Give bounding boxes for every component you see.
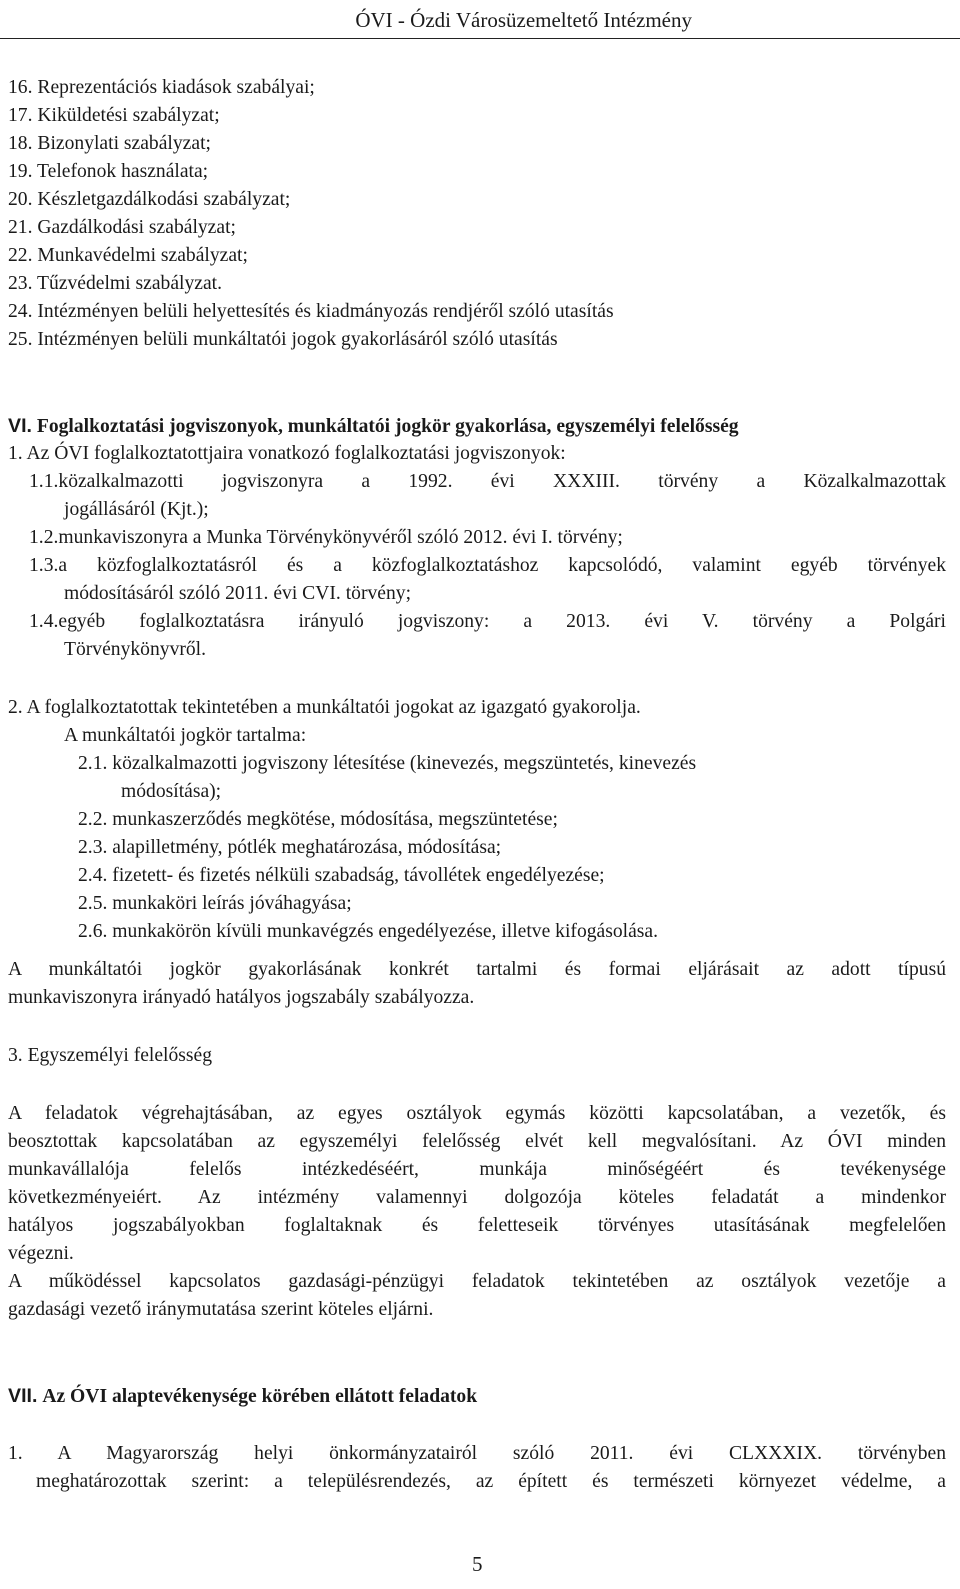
paragraph-b-line-6: végezni. [8,1243,74,1264]
item-2-1-cont: módosítása); [121,781,222,802]
paragraph-b-line-3: munkavállalója felelős intézkedéséért, munkája minőségéért és tevékenysége [8,1159,946,1180]
paragraph-b-line-4: következményeiért. Az intézmény valamennyi dolgozója köteles feladatát a mindenkor [8,1187,946,1208]
section-vii-item-1: 1. A Magyarország helyi önkormányzatairól szóló 2011. évi CLXXXIX. törvényben [8,1443,946,1464]
item-2-6: 2.6. munkakörön kívüli munkavégzés engedélyezése, illetve kifogásolása. [78,921,659,942]
header-title: ÓVI - Ózdi Városüzemeltető Intézmény [355,8,692,32]
list-item: 23. Tűzvédelmi szabályzat. [8,273,223,294]
section-title: Foglalkoztatási jogviszonyok, munkáltatói jogkör gyakorlása, egyszemélyi felelősség [36,416,739,437]
paragraph-2: 2. A foglalkoztatottak tekintetében a munkáltatói jogokat az igazgató gyakorolja. [8,697,641,718]
page-number: 5 [472,1552,483,1576]
paragraph-c-line-1: A működéssel kapcsolatos gazdasági-pénzügyi feladatok tekintetében az osztályok vezetője a [8,1271,946,1292]
list-item: 17. Kiküldetési szabályzat; [8,105,220,126]
paragraph-b-line-1: A feladatok végrehajtásában, az egyes osztályok egymás közötti kapcsolatában, a vezetők, és [8,1103,946,1124]
paragraph-3: 3. Egyszemélyi felelősség [8,1045,213,1066]
item-1-3: 1.3.a közfoglalkoztatásról és a közfoglalkoztatáshoz kapcsolódó, valamint egyéb törvények [29,555,946,576]
section-vii-heading [8,1382,477,1411]
paragraph-a-line-2: munkaviszonyra irányadó hatályos jogszabály szabályozza. [8,987,475,1008]
item-2-4: 2.4. fizetett- és fizetés nélküli szabadság, távollétek engedélyezése; [78,865,605,886]
item-2-1: 2.1. közalkalmazotti jogviszony létesítése (kinevezés, megszüntetés, kinevezés [78,753,697,774]
paragraph-b-line-5: hatályos jogszabályokban foglaltaknak és feletteseik törvényes utasításának megfelelően [8,1215,946,1236]
paragraph-b-line-2: beosztottak kapcsolatában az egyszemélyi felelősség elvét kell megvalósítani. Az ÓVI minden [8,1131,946,1152]
list-item: 16. Reprezentációs kiadások szabályai; [8,77,315,98]
list-item: 19. Telefonok használata; [8,161,209,182]
item-1-4-cont: Törvénykönyvről. [64,639,207,660]
item-1-1-cont: jogállásáról (Kjt.); [64,499,209,520]
page-header [0,4,960,39]
section-number: VII. [8,1385,38,1407]
item-2-3: 2.3. alapilletmény, pótlék meghatározása, módosítása; [78,837,502,858]
item-1-3-cont: módosításáról szóló 2011. évi CVI. törvény; [64,583,412,604]
list-item: 24. Intézményen belüli helyettesítés és kiadmányozás rendjéről szóló utasítás [8,301,614,322]
paragraph-a-line-1: A munkáltatói jogkör gyakorlásának konkrét tartalmi és formai eljárásait az adott típusú [8,959,946,980]
item-1-1: 1.1.közalkalmazotti jogviszonyra a 1992. évi XXXIII. törvény a Közalkalmazottak [29,471,946,492]
paragraph-2-intro: A munkáltatói jogkör tartalma: [64,725,307,746]
list-item: 18. Bizonylati szabályzat; [8,133,211,154]
item-1-2: 1.2.munkaviszonyra a Munka Törvénykönyvéről szóló 2012. évi I. törvény; [29,527,623,548]
section-number: VI. [8,415,32,437]
item-1-4: 1.4.egyéb foglalkoztatásra irányuló jogviszony: a 2013. évi V. törvény a Polgári [29,611,946,632]
section-vi-heading [8,412,739,441]
paragraph-c-line-2: gazdasági vezető iránymutatása szerint köteles eljárni. [8,1299,434,1320]
list-item: 22. Munkavédelmi szabályzat; [8,245,248,266]
list-item: 21. Gazdálkodási szabályzat; [8,217,236,238]
list-item: 20. Készletgazdálkodási szabályzat; [8,189,291,210]
item-2-2: 2.2. munkaszerződés megkötése, módosítása, megszüntetése; [78,809,558,830]
section-title: Az ÓVI alaptevékenysége körében ellátott feladatok [42,1386,478,1407]
section-vii-item-1-cont: meghatározottak szerint: a településrendezés, az épített és természeti környezet védelme, a [36,1471,946,1492]
paragraph-1: 1. Az ÓVI foglalkoztatottjaira vonatkozó foglalkoztatási jogviszonyok: [8,443,566,464]
list-item: 25. Intézményen belüli munkáltatói jogok gyakorlásáról szóló utasítás [8,329,558,350]
item-2-5: 2.5. munkaköri leírás jóváhagyása; [78,893,352,914]
